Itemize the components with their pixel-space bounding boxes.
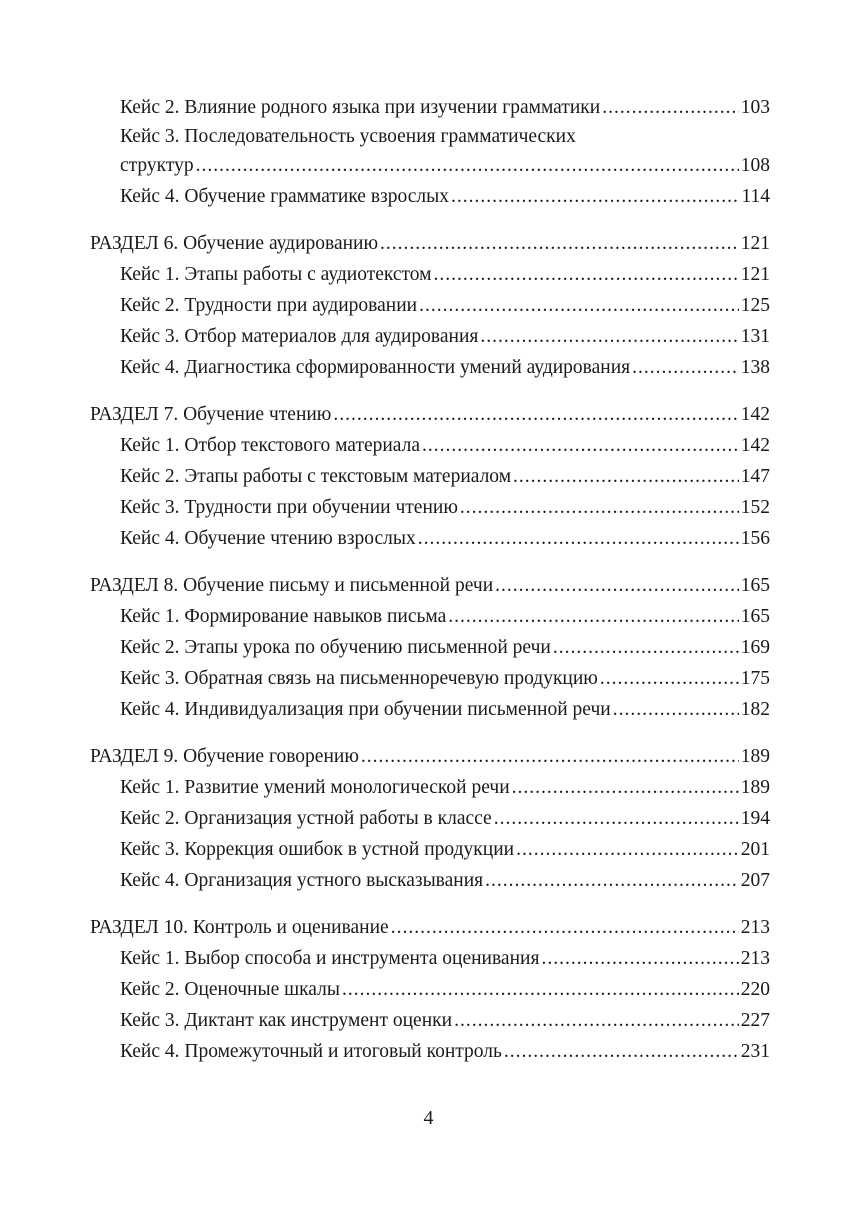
toc-section-title: РАЗДЕЛ 8. Обучение письму и письменной речи: [90, 574, 494, 596]
dot-leader: [485, 865, 739, 896]
toc-entry-title: Кейс 4. Промежуточный и итоговый контроль: [120, 1041, 502, 1063]
toc-section-page: 213: [740, 916, 770, 938]
toc-entry-page: 121: [740, 263, 770, 285]
dot-leader: [342, 974, 739, 1005]
toc-entry-page: 165: [740, 605, 770, 627]
toc-entry-title: Кейс 2. Оценочные шкалы: [120, 979, 340, 1001]
toc-entry[interactable]: [90, 1036, 770, 1067]
toc-entry-title: Кейс 3. Диктант как инструмент оценки: [120, 1010, 453, 1032]
toc-section-title: РАЗДЕЛ 9. Обучение говорению: [90, 745, 359, 767]
toc-section-page: 165: [740, 574, 770, 596]
toc-entry-page: 103: [740, 97, 770, 118]
dot-leader: [553, 632, 739, 663]
section-gap: [90, 555, 770, 570]
toc-entry-title: Кейс 2. Трудности при аудировании: [120, 295, 418, 317]
dot-leader: [418, 523, 739, 554]
toc-entry-title: Кейс 1. Выбор способа и инструмента оценивания: [120, 947, 540, 969]
dot-leader: [419, 290, 739, 321]
toc-entry[interactable]: [90, 601, 770, 632]
dot-leader: [460, 492, 739, 523]
toc-entry-title: Кейс 4. Обучение грамматике взрослых: [120, 186, 449, 208]
page-number: 4: [423, 1107, 434, 1129]
dot-leader: [333, 399, 738, 430]
toc-entry-page: 227: [740, 1010, 770, 1032]
dot-leader: [422, 430, 739, 461]
dot-leader: [380, 228, 739, 259]
dot-leader: [541, 943, 738, 974]
toc-entry[interactable]: [90, 865, 770, 896]
toc-entry[interactable]: [90, 632, 770, 663]
toc-entry-page: 156: [740, 528, 770, 550]
toc-entry[interactable]: [90, 974, 770, 1005]
toc-section[interactable]: [90, 399, 770, 430]
section-gap: [90, 726, 770, 741]
toc-entry[interactable]: [90, 803, 770, 834]
section-gap: [90, 384, 770, 399]
toc-entry-title: Кейс 1. Отбор текстового материала: [120, 434, 421, 456]
toc-entry-page: 142: [740, 434, 770, 456]
dot-leader: [434, 259, 739, 290]
dot-leader: [480, 321, 738, 352]
toc-entry-page: 108: [740, 155, 770, 177]
toc-section-page: 142: [740, 403, 770, 425]
dot-leader: [512, 772, 739, 803]
toc-entry-title: Кейс 3. Отбор материалов для аудирования: [120, 326, 479, 348]
section-gap: [90, 897, 770, 912]
dot-leader: [361, 741, 739, 772]
toc-entry-page: 147: [740, 466, 770, 488]
table-of-contents: [90, 92, 770, 1068]
toc-entry-title: Кейс 3. Обратная связь на письменноречевую продукцию: [120, 668, 598, 690]
toc-entry[interactable]: [90, 461, 770, 492]
toc-entry[interactable]: [90, 92, 770, 123]
dot-leader: [516, 834, 739, 865]
toc-entry-page: 189: [740, 776, 770, 798]
toc-entry[interactable]: [90, 430, 770, 461]
toc-entry-title: Кейс 4. Организация устного высказывания: [120, 870, 484, 892]
toc-entry[interactable]: [90, 492, 770, 523]
dot-leader: [391, 912, 739, 943]
toc-entry-page: 114: [741, 186, 770, 208]
dot-leader: [448, 601, 738, 632]
toc-entry[interactable]: [90, 290, 770, 321]
toc-entry-page: 152: [740, 497, 770, 519]
toc-entry-title-line2: структур: [120, 155, 194, 177]
dot-leader: [613, 694, 739, 725]
toc-entry-page: 169: [740, 637, 770, 659]
dot-leader: [600, 663, 739, 694]
toc-entry-title-line1[interactable]: Кейс 3. Последовательность усвоения грамматических: [120, 126, 576, 148]
toc-section[interactable]: [90, 228, 770, 259]
toc-section-page: 121: [740, 232, 770, 254]
toc-entry[interactable]: [90, 663, 770, 694]
toc-entry-page: 213: [740, 947, 770, 969]
toc-entry-title: Кейс 2. Этапы урока по обучению письменной речи: [120, 637, 551, 659]
dot-leader: [495, 570, 739, 601]
toc-section-title: РАЗДЕЛ 7. Обучение чтению: [90, 403, 332, 425]
toc-entry-title: Кейс 2. Влияние родного языка при изучении грамматики: [120, 97, 601, 118]
toc-entry-page: 138: [740, 357, 770, 379]
toc-entry[interactable]: [90, 321, 770, 352]
toc-section[interactable]: [90, 741, 770, 772]
toc-entry-title: Кейс 2. Этапы работы с текстовым материалом: [120, 466, 512, 488]
dot-leader: [451, 181, 740, 212]
toc-entry-page: 207: [740, 870, 770, 892]
dot-leader: [632, 352, 739, 383]
toc-entry-title: Кейс 1. Развитие умений монологической речи: [120, 776, 510, 798]
toc-entry-page: 175: [740, 668, 770, 690]
toc-entry-page: 201: [740, 839, 770, 861]
dot-leader: [602, 92, 739, 123]
toc-entry[interactable]: [90, 523, 770, 554]
toc-entry-title: Кейс 4. Обучение чтению взрослых: [120, 528, 416, 550]
toc-entry[interactable]: [90, 259, 770, 290]
toc-entry-title: Кейс 1. Этапы работы с аудиотекстом: [120, 263, 432, 285]
dot-leader: [513, 461, 739, 492]
toc-section-title: РАЗДЕЛ 10. Контроль и оценивание: [90, 916, 389, 938]
dot-leader: [196, 150, 739, 181]
toc-entry[interactable]: [90, 181, 770, 212]
toc-entry-title: Кейс 1. Формирование навыков письма: [120, 605, 447, 627]
toc-entry-title: Кейс 4. Индивидуализация при обучении письменной речи: [120, 699, 611, 721]
toc-entry-title: Кейс 2. Организация устной работы в классе: [120, 808, 492, 830]
dot-leader: [494, 803, 739, 834]
toc-entry[interactable]: [90, 694, 770, 725]
toc-entry-title: Кейс 3. Коррекция ошибок в устной продукции: [120, 839, 515, 861]
toc-section[interactable]: [90, 570, 770, 601]
toc-entry-page: 182: [740, 699, 770, 721]
toc-entry[interactable]: [90, 352, 770, 383]
toc-entry[interactable]: [90, 772, 770, 803]
toc-entry[interactable]: [90, 943, 770, 974]
toc-section[interactable]: [90, 912, 770, 943]
toc-section-page: 189: [740, 745, 770, 767]
toc-entry-page: 125: [740, 295, 770, 317]
toc-entry-page: 220: [740, 979, 770, 1001]
dot-leader: [454, 1005, 739, 1036]
toc-entry-page: 194: [740, 808, 770, 830]
toc-entry[interactable]: [90, 1005, 770, 1036]
toc-entry-page: 131: [740, 326, 770, 348]
toc-entry-page: 231: [740, 1041, 770, 1063]
toc-entry-title: Кейс 3. Трудности при обучении чтению: [120, 497, 458, 519]
section-gap: [90, 213, 770, 228]
dot-leader: [504, 1036, 739, 1067]
toc-entry[interactable]: [90, 834, 770, 865]
toc-entry[interactable]: [90, 150, 770, 181]
toc-section-title: РАЗДЕЛ 6. Обучение аудированию: [90, 232, 379, 254]
toc-entry-title: Кейс 4. Диагностика сформированности умений аудирования: [120, 357, 631, 379]
